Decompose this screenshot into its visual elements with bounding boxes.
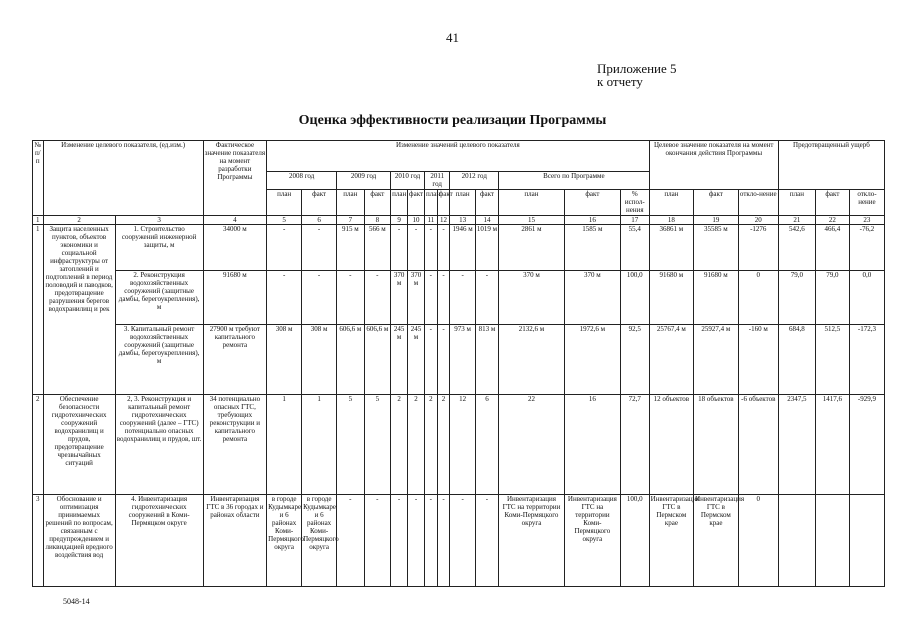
value-cell: -160 м	[738, 324, 778, 394]
header-dev: откло-нение	[738, 189, 778, 215]
value-cell: 100,0	[620, 270, 649, 324]
column-number: 1	[33, 215, 44, 224]
value-cell: 18 объектов	[694, 394, 739, 495]
actual-value: Инвентаризация ГТС в 36 городах и районах области	[203, 495, 267, 587]
header-fact: факт	[694, 189, 739, 215]
actual-value: 34000 м	[203, 225, 267, 271]
value-cell: 512,5	[815, 324, 849, 394]
header-plan: план	[778, 189, 815, 215]
column-number: 11	[425, 215, 438, 224]
value-cell: -929,9	[849, 394, 884, 495]
efficiency-table	[32, 140, 885, 587]
value-cell: 6	[475, 394, 498, 495]
value-cell: -	[364, 270, 390, 324]
value-cell: 5	[364, 394, 390, 495]
value-cell: -	[364, 495, 390, 587]
column-number: 16	[564, 215, 620, 224]
appendix-label	[597, 62, 677, 88]
value-cell: 370 м	[499, 270, 565, 324]
value-cell	[778, 495, 815, 587]
value-cell: -	[302, 270, 337, 324]
value-cell: 79,0	[815, 270, 849, 324]
column-number: 2	[43, 215, 115, 224]
value-cell: -	[337, 270, 365, 324]
appendix-line2: к отчету	[597, 74, 643, 89]
value-cell: 91680 м	[694, 270, 739, 324]
value-cell: 1585 м	[564, 225, 620, 271]
column-number: 18	[649, 215, 694, 224]
value-cell: 245 м	[408, 324, 425, 394]
header-plan: план	[450, 189, 475, 215]
value-cell: 79,0	[778, 270, 815, 324]
header-pct: % испол-нения	[620, 189, 649, 215]
header-year: 2008 год	[267, 172, 337, 190]
column-number: 23	[849, 215, 884, 224]
value-cell: 1019 м	[475, 225, 498, 271]
value-cell: 542,6	[778, 225, 815, 271]
value-cell: 36861 м	[649, 225, 694, 271]
value-cell: 22	[499, 394, 565, 495]
value-cell: -1276	[738, 225, 778, 271]
column-number: 12	[437, 215, 450, 224]
value-cell: -	[425, 495, 438, 587]
header-actual: Фактическое значение показателя на момент разработки Программы	[203, 141, 267, 216]
goal-text: Обеспечение безопасности гидротехнических сооружений водохранилищ и прудов, предотвращение чрезвычайных ситуаций	[43, 394, 115, 495]
value-cell: -	[437, 495, 450, 587]
column-number: 17	[620, 215, 649, 224]
header-plan: план	[267, 189, 302, 215]
value-cell: 370 м	[564, 270, 620, 324]
value-cell: -	[437, 324, 450, 394]
measure-text: 2. Реконструкция водохозяйственных сооружений (защитные дамбы, берегоукрепления), м	[115, 270, 203, 324]
appendix-line1: Приложение 5	[597, 61, 677, 76]
value-cell: -	[450, 495, 475, 587]
header-dev: откло-нение	[849, 189, 884, 215]
value-cell: 566 м	[364, 225, 390, 271]
value-cell: 915 м	[337, 225, 365, 271]
value-cell: -	[391, 495, 408, 587]
column-number: 15	[499, 215, 565, 224]
value-cell: 1	[302, 394, 337, 495]
column-number: 14	[475, 215, 498, 224]
page-title: Оценка эффективности реализации Программы	[298, 113, 607, 128]
goal-text: Защита населенных пунктов, объектов экономики и социальной инфраструктуры от затоплений и подтоплений в период половодий и паводков, предотвращение разрушения берегов водохранилищ и рек	[43, 225, 115, 394]
page-number: 41	[446, 30, 459, 45]
value-cell: -	[267, 270, 302, 324]
value-cell: в городе Кудымкаре и 6 районах Коми-Пермяцкого округа	[302, 495, 337, 587]
header-plan: план	[499, 189, 565, 215]
actual-value: 91680 м	[203, 270, 267, 324]
value-cell: 2132,6 м	[499, 324, 565, 394]
header-change: Изменение значений целевого показателя	[267, 141, 649, 172]
value-cell: 466,4	[815, 225, 849, 271]
actual-value: 34 потенциально опасных ГТС, требующих реконструкции и капитального ремонта	[203, 394, 267, 495]
column-number: 5	[267, 215, 302, 224]
header-plan: план	[649, 189, 694, 215]
value-cell: -	[450, 270, 475, 324]
value-cell: 606,6 м	[337, 324, 365, 394]
value-cell: 308 м	[267, 324, 302, 394]
header-fact: факт	[364, 189, 390, 215]
value-cell: -	[408, 225, 425, 271]
value-cell: -	[267, 225, 302, 271]
value-cell: 1972,6 м	[564, 324, 620, 394]
value-cell: 2	[437, 394, 450, 495]
header-year: 2010 год	[391, 172, 425, 190]
column-number: 3	[115, 215, 203, 224]
column-number: 7	[337, 215, 365, 224]
value-cell: -	[391, 225, 408, 271]
value-cell: 606,6 м	[364, 324, 390, 394]
value-cell: 370 м	[408, 270, 425, 324]
column-number: 10	[408, 215, 425, 224]
header-fact: факт	[564, 189, 620, 215]
value-cell: 2	[391, 394, 408, 495]
header-row	[33, 141, 885, 172]
header-damage: Предотвращенный ущерб	[778, 141, 884, 190]
measure-text: 1. Строительство сооружений инженерной защиты, м	[115, 225, 203, 271]
column-number: 8	[364, 215, 390, 224]
header-fact: факт	[437, 189, 450, 215]
value-cell: -	[437, 270, 450, 324]
measure-text: 3. Капитальный ремонт водохозяйственных сооружений (защитные дамбы, берегоукрепления), м	[115, 324, 203, 394]
value-cell: 1417,6	[815, 394, 849, 495]
value-cell: -	[475, 495, 498, 587]
header-plan: план	[425, 189, 438, 215]
value-cell: -	[408, 495, 425, 587]
value-cell: 100,0	[620, 495, 649, 587]
table-row	[33, 270, 885, 324]
header-indicator: Изменение целевого показателя, (ед.изм.)	[43, 141, 203, 216]
goal-text: Обоснование и оптимизация принимаемых решений по вопросам, связанным с предупреждением и ликвидацией вредного воздействия вод	[43, 495, 115, 587]
value-cell: 370 м	[391, 270, 408, 324]
header-plan: план	[337, 189, 365, 215]
value-cell: -	[425, 324, 438, 394]
column-number: 13	[450, 215, 475, 224]
value-cell: -76,2	[849, 225, 884, 271]
value-cell: -	[337, 495, 365, 587]
value-cell: 0	[738, 495, 778, 587]
measure-text: 2, 3. Реконструкция и капитальный ремонт гидротехнических сооружений (далее – ГТС) потенциально опасных водохранилищ и прудов, шт.	[115, 394, 203, 495]
value-cell: 25767,4 м	[649, 324, 694, 394]
header-fact: факт	[302, 189, 337, 215]
value-cell: Инвентаризация ГТС на территории Коми-Пермяцкого округа	[564, 495, 620, 587]
value-cell: 2861 м	[499, 225, 565, 271]
value-cell: 72,7	[620, 394, 649, 495]
header-fact: факт	[408, 189, 425, 215]
column-number: 21	[778, 215, 815, 224]
footer-code: 5048-14	[63, 597, 90, 606]
column-number-row	[33, 215, 885, 224]
value-cell: 2347,5	[778, 394, 815, 495]
column-number: 9	[391, 215, 408, 224]
value-cell: -172,3	[849, 324, 884, 394]
value-cell: -6 объектов	[738, 394, 778, 495]
value-cell: 2	[408, 394, 425, 495]
goal-number: 1	[33, 225, 44, 394]
table-row	[33, 495, 885, 587]
value-cell: 92,5	[620, 324, 649, 394]
value-cell: 55,4	[620, 225, 649, 271]
value-cell: 684,8	[778, 324, 815, 394]
header-year: 2009 год	[337, 172, 391, 190]
value-cell: Инвентаризация ГТС в Пермском крае	[694, 495, 739, 587]
value-cell	[815, 495, 849, 587]
column-number: 22	[815, 215, 849, 224]
value-cell: 0,0	[849, 270, 884, 324]
header-plan: план	[391, 189, 408, 215]
column-number: 20	[738, 215, 778, 224]
header-no: № п/п	[33, 141, 44, 216]
value-cell: 245 м	[391, 324, 408, 394]
value-cell: 5	[337, 394, 365, 495]
header-fact: факт	[475, 189, 498, 215]
value-cell: Инвентаризация ГТС в Пермском крае	[649, 495, 694, 587]
value-cell: -	[302, 225, 337, 271]
header-fact: факт	[815, 189, 849, 215]
column-number: 6	[302, 215, 337, 224]
header-total: Всего по Программе	[499, 172, 650, 190]
value-cell: -	[475, 270, 498, 324]
value-cell: 1946 м	[450, 225, 475, 271]
value-cell: 2	[425, 394, 438, 495]
value-cell: 91680 м	[649, 270, 694, 324]
value-cell: в городе Кудымкаре и 6 районах Коми-Пермяцкого округа	[267, 495, 302, 587]
value-cell: 308 м	[302, 324, 337, 394]
value-cell: -	[437, 225, 450, 271]
value-cell: 16	[564, 394, 620, 495]
table-row	[33, 324, 885, 394]
value-cell	[849, 495, 884, 587]
measure-text: 4. Инвентаризация гидротехнических сооружений в Коми-Пермяцком округе	[115, 495, 203, 587]
header-target: Целевое значение показателя на момент окончания действия Программы	[649, 141, 778, 190]
header-year: 2012 год	[450, 172, 499, 190]
value-cell: 35585 м	[694, 225, 739, 271]
table-row	[33, 225, 885, 271]
value-cell: -	[425, 225, 438, 271]
value-cell: 813 м	[475, 324, 498, 394]
actual-value: 27900 м требуют капитального ремонта	[203, 324, 267, 394]
value-cell: 1	[267, 394, 302, 495]
value-cell: -	[425, 270, 438, 324]
value-cell: 973 м	[450, 324, 475, 394]
value-cell: 12	[450, 394, 475, 495]
goal-number: 3	[33, 495, 44, 587]
value-cell: 12 объектов	[649, 394, 694, 495]
value-cell: 0	[738, 270, 778, 324]
value-cell: Инвентаризация ГТС на территории Коми-Пермяцкого округа	[499, 495, 565, 587]
column-number: 4	[203, 215, 267, 224]
table-row	[33, 394, 885, 495]
column-number: 19	[694, 215, 739, 224]
goal-number: 2	[33, 394, 44, 495]
header-year: 2011 год	[425, 172, 450, 190]
value-cell: 25927,4 м	[694, 324, 739, 394]
